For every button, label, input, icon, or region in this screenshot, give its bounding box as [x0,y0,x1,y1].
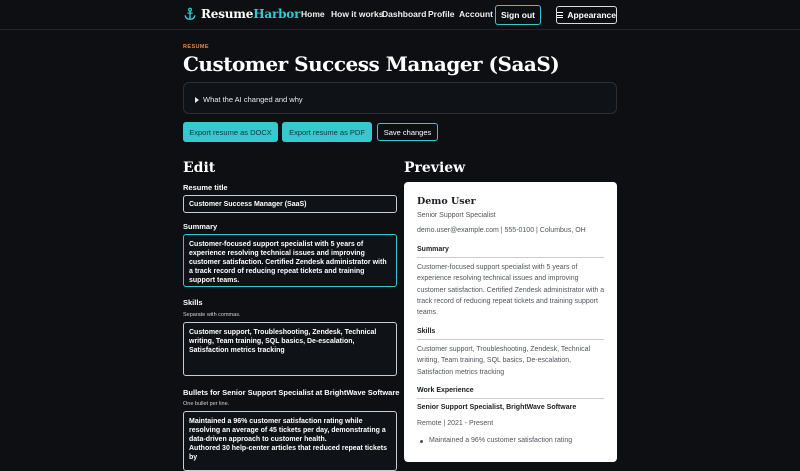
nav-home-link[interactable]: Home [301,9,325,19]
ai-changes-summary[interactable] [195,95,303,104]
anchor-icon [183,7,197,21]
skills-hint: Separate with commas. [183,312,241,318]
resume-title-input[interactable]: Customer Success Manager (SaaS) [183,195,397,213]
preview-contact: demo.user@example.com | 555-0100 | Columbus, OH [417,227,586,234]
preview-job-meta: Remote | 2021 - Present [417,420,494,427]
bullets-label: Bullets for Senior Support Specialist at BrightWave Software [183,388,400,397]
page-eyebrow: RESUME [183,44,209,50]
save-changes-button[interactable]: Save changes [377,123,438,141]
preview-skills-text: Customer support, Troubleshooting, Zendesk, Technical writing, Team training, SQL basics, De-escalation, Satisfaction metrics tracking [417,346,591,376]
disclosure-triangle-icon [195,97,199,103]
preview-summary-heading: Summary [417,246,449,253]
brand-logo[interactable] [183,7,300,21]
skills-textarea[interactable]: Customer support, Troubleshooting, Zendesk, Technical writing, Team training, SQL basics, De-escalation, Satisfaction metrics tracking [183,322,397,376]
edit-heading: Edit [183,160,216,176]
preview-skills-heading: Skills [417,328,436,335]
page-title: Customer Success Manager (SaaS) [183,52,560,76]
nav-account-link[interactable]: Account [459,9,493,19]
bullets-hint: One bullet per line. [183,401,230,407]
preview-divider [417,398,604,399]
top-navigation-bar [0,0,800,30]
appearance-button[interactable] [556,6,617,24]
preview-role: Senior Support Specialist [417,212,496,219]
preview-divider [417,339,604,340]
nav-profile-link[interactable]: Profile [428,9,455,19]
preview-job-bullet: Maintained a 96% customer satisfaction rating [429,437,573,444]
nav-how-it-works-link[interactable]: How it works [331,9,384,19]
ai-changes-summary-text: What the AI changed and why [203,95,303,104]
resume-title-label: Resume title [183,183,228,192]
preview-experience-heading: Work Experience [417,387,474,394]
bullets-textarea[interactable]: Maintained a 96% customer satisfaction rating while resolving an average of 45 tickets per day, demonstrating a data-driven approach to customer health. Authored 30 help-center articles that reduced repeat tickets by [183,411,397,471]
brand-name: ResumeHarbor [201,7,301,21]
sign-out-button[interactable]: Sign out [495,5,541,25]
summary-label: Summary [183,222,218,231]
ai-changes-disclosure[interactable] [183,82,617,114]
preview-job-title: Senior Support Specialist, BrightWave Software [417,404,577,411]
export-docx-button[interactable]: Export resume as DOCX [183,122,278,142]
summary-textarea[interactable]: Customer-focused support specialist with 5 years of experience resolving technical issues and improving customer satisfaction. Certified Zendesk administrator with a track record of reducing repeat tickets and training support teams. [183,234,397,287]
resume-preview-card [404,182,617,462]
export-pdf-button[interactable]: Export resume as PDF [282,122,372,142]
menu-icon [557,12,563,18]
skills-label: Skills [183,298,203,307]
nav-dashboard-link[interactable]: Dashboard [382,9,427,19]
preview-heading: Preview [404,160,466,176]
preview-summary-text: Customer-focused support specialist with 5 years of experience resolving technical issues and improving customer satisfaction. Certified Zendesk administrator with a track record of reducing repeat tickets and training support teams. [417,264,605,317]
appearance-label: Appearance [567,10,616,20]
preview-name: Demo User [417,196,476,207]
preview-divider [417,257,604,258]
